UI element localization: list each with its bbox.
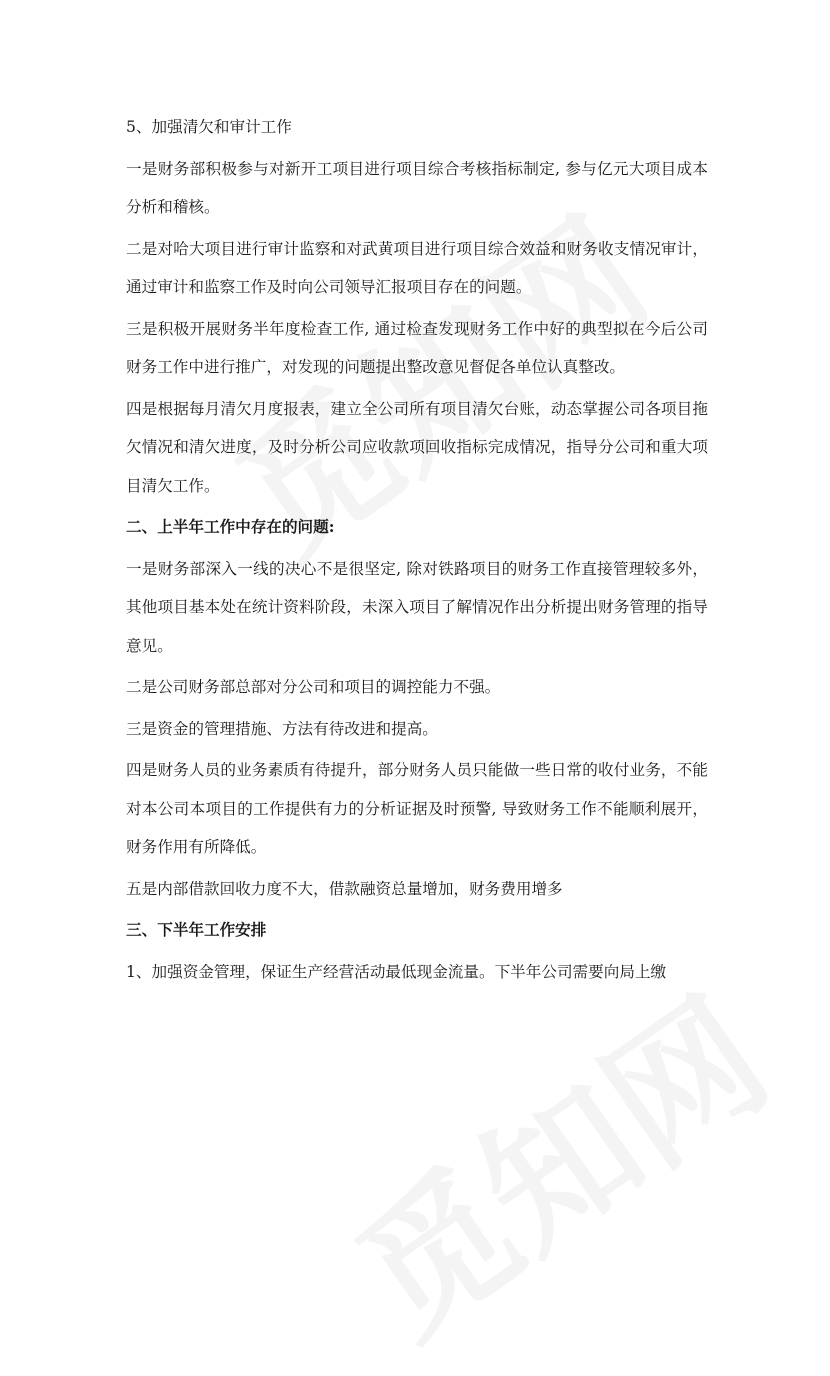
paragraph: 四是财务人员的业务素质有待提升，部分财务人员只能做一些日常的收付业务，不能对本公司本项目的工作提供有力的分析证据及时预警, 导致财务工作不能顺利展开，财务作用有所降低。	[126, 761, 708, 856]
paragraph: 一是财务部积极参与对新开工项目进行项目综合考核指标制定, 参与亿元大项目成本分析和稽核。	[126, 159, 708, 216]
paragraph: 三是积极开展财务半年度检查工作, 通过检查发现财务工作中好的典型拟在今后公司财务工作中进行推广，对发现的问题提出整改意见督促各单位认真整改。	[126, 319, 708, 376]
paragraph: 二是对哈大项目进行审计监察和对武黄项目进行项目综合效益和财务收支情况审计，通过审计和监察工作及时向公司领导汇报项目存在的问题。	[126, 239, 708, 296]
section-heading-problems: 二、上半年工作中存在的问题:	[126, 517, 335, 536]
watermark	[309, 940, 802, 1375]
paragraph: 二是公司财务部总部对分公司和项目的调控能力不强。	[126, 678, 501, 696]
paragraph: 三是资金的管理措施、方法有待改进和提高。	[126, 719, 438, 738]
document-body	[126, 108, 708, 994]
paragraph: 五是内部借款回收力度不大，借款融资总量增加，财务费用增多	[126, 879, 563, 898]
paragraph: 四是根据每月清欠月度报表，建立全公司所有项目清欠台账，动态掌握公司各项目拖欠情况和清欠进度，及时分析公司应收款项回收指标完成情况，指导分公司和重大项目清欠工作。	[126, 399, 708, 495]
paragraph: 1、加强资金管理，保证生产经营活动最低现金流量。下半年公司需要向局上缴	[126, 962, 667, 981]
section-subheading-5: 5、加强清欠和审计工作	[126, 118, 292, 136]
section-heading-plan: 三、下半年工作安排	[126, 920, 267, 939]
paragraph: 一是财务部深入一线的决心不是很坚定, 除对铁路项目的财务工作直接管理较多外，其他项目基本处在统计资料阶段，未深入项目了解情况作出分析提出财务管理的指导意见。	[126, 559, 708, 655]
